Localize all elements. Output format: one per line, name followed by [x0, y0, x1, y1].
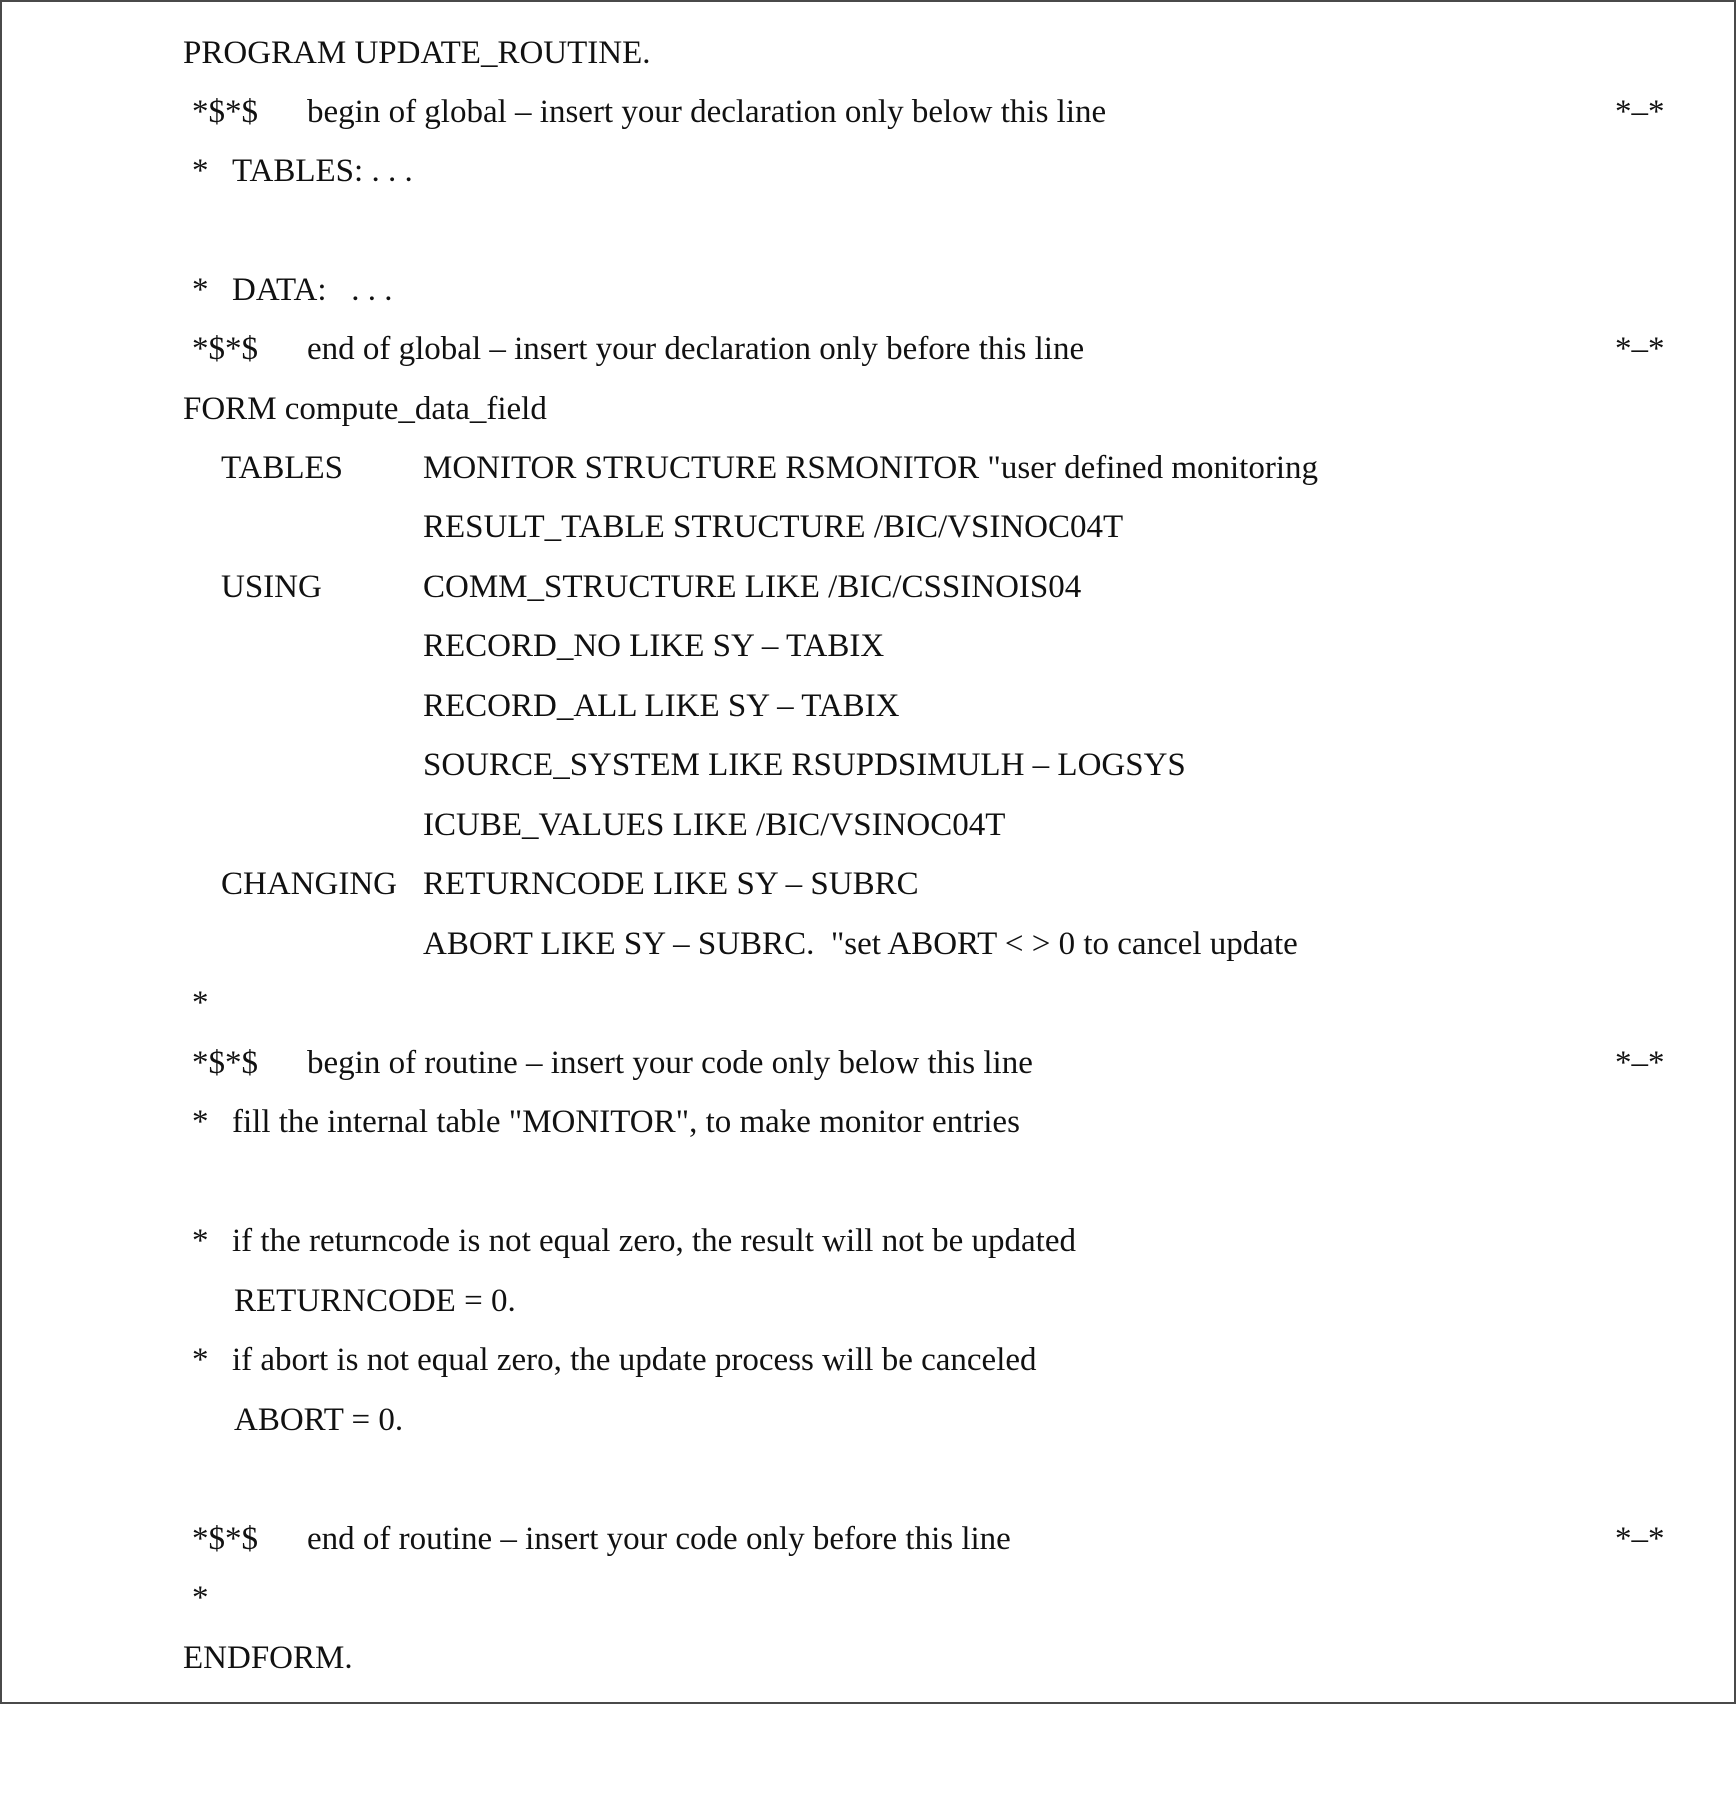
code-line [2, 439, 1734, 498]
program-statement: PROGRAM UPDATE_ROUTINE. [183, 35, 651, 71]
routine-end-marker: *$*$ [192, 1521, 258, 1557]
changing-argument: ABORT LIKE SY – SUBRC. "set ABORT < > 0 to cancel update [423, 926, 1298, 962]
routine-end-end-marker: *–* [1615, 1521, 1665, 1557]
code-line [2, 380, 1734, 439]
code-line [2, 1510, 1734, 1569]
code-line [2, 974, 1734, 1033]
code-line [2, 142, 1734, 201]
comment-star: * [192, 272, 209, 308]
code-line [2, 855, 1734, 914]
changing-argument: RETURNCODE LIKE SY – SUBRC [423, 866, 919, 902]
global-begin-marker: *$*$ [192, 94, 258, 130]
code-line [2, 915, 1734, 974]
code-line [2, 736, 1734, 795]
abap-code-listing [2, 2, 1734, 1702]
code-line [2, 1569, 1734, 1628]
code-line [2, 1331, 1734, 1390]
global-end-text: end of global – insert your declaration only before this line [307, 331, 1085, 367]
code-line [2, 1034, 1734, 1093]
endform-statement: ENDFORM. [183, 1640, 353, 1676]
comment-star: * [192, 1342, 209, 1378]
code-line [2, 1272, 1734, 1331]
comment-star: * [192, 985, 209, 1021]
using-argument: SOURCE_SYSTEM LIKE RSUPDSIMULH – LOGSYS [423, 747, 1186, 783]
comment-star: * [192, 153, 209, 189]
global-begin-text: begin of global – insert your declaration only below this line [307, 94, 1107, 130]
using-keyword: USING [221, 569, 322, 605]
global-begin-end-marker: *–* [1615, 94, 1665, 130]
tables-argument: RESULT_TABLE STRUCTURE /BIC/VSINOC04T [423, 509, 1124, 545]
changing-keyword: CHANGING [221, 866, 397, 902]
code-line [2, 498, 1734, 557]
routine-begin-marker: *$*$ [192, 1045, 258, 1081]
routine-end-text: end of routine – insert your code only before this line [307, 1521, 1011, 1557]
code-line [2, 677, 1734, 736]
code-line [2, 83, 1734, 142]
routine-begin-end-marker: *–* [1615, 1045, 1665, 1081]
data-comment-text: DATA: . . . [232, 272, 393, 308]
code-line [2, 1391, 1734, 1450]
code-line [2, 558, 1734, 617]
tables-comment-text: TABLES: . . . [232, 153, 413, 189]
form-statement: FORM compute_data_field [183, 391, 547, 427]
code-line [2, 1093, 1734, 1152]
returncode-comment-text: if the returncode is not equal zero, the result will not be updated [232, 1223, 1076, 1259]
code-line [2, 261, 1734, 320]
code-line [2, 24, 1734, 83]
using-argument: RECORD_NO LIKE SY – TABIX [423, 628, 885, 664]
using-argument: RECORD_ALL LIKE SY – TABIX [423, 688, 900, 724]
global-end-end-marker: *–* [1615, 331, 1665, 367]
global-end-marker: *$*$ [192, 331, 258, 367]
tables-argument: MONITOR STRUCTURE RSMONITOR "user defined monitoring [423, 450, 1318, 486]
using-argument: ICUBE_VALUES LIKE /BIC/VSINOC04T [423, 807, 1006, 843]
comment-star: * [192, 1223, 209, 1259]
code-line [2, 1629, 1734, 1688]
comment-star: * [192, 1580, 209, 1616]
returncode-statement: RETURNCODE = 0. [234, 1283, 516, 1319]
fill-comment-text: fill the internal table "MONITOR", to make monitor entries [232, 1104, 1020, 1140]
abort-statement: ABORT = 0. [234, 1402, 404, 1438]
code-line [2, 320, 1734, 379]
routine-begin-text: begin of routine – insert your code only below this line [307, 1045, 1033, 1081]
code-line [2, 796, 1734, 855]
using-argument: COMM_STRUCTURE LIKE /BIC/CSSINOIS04 [423, 569, 1082, 605]
comment-star: * [192, 1104, 209, 1140]
tables-keyword: TABLES [221, 450, 344, 486]
abort-comment-text: if abort is not equal zero, the update process will be canceled [232, 1342, 1037, 1378]
code-line [2, 617, 1734, 676]
code-line [2, 1212, 1734, 1271]
